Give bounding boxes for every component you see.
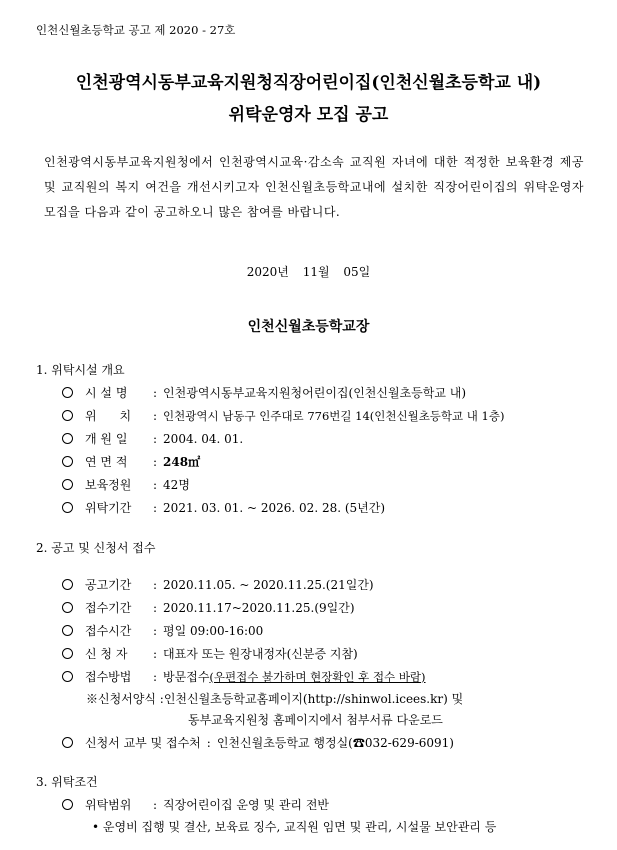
item-label: 위탁기간 (85, 501, 132, 515)
list-item (62, 599, 355, 616)
colon-separator: : (153, 600, 158, 615)
item-value: 인천광역시 남동구 인주대로 776번길 14(인천신월초등학교 내 1층) (163, 408, 505, 423)
colon-separator: : (153, 431, 158, 446)
colon-separator: : (153, 623, 158, 638)
list-item (62, 645, 358, 662)
colon-separator: : (153, 477, 158, 492)
colon-separator: : (153, 408, 158, 423)
item-label: 접수기간 (85, 601, 132, 615)
list-item (62, 407, 504, 424)
item-label: 접수시간 (85, 624, 132, 638)
section-2-heading: 2. 공고 및 신청서 접수 (36, 541, 156, 555)
item-value: 2021. 03. 01. ~ 2026. 02. 28. (5년간) (163, 501, 386, 515)
item-value: 인천광역시동부교육지원청어린이집(인천신월초등학교 내) (163, 386, 467, 400)
section-3-heading: 3. 위탁조건 (36, 775, 98, 789)
colon-separator: : (153, 669, 158, 684)
item-label: 시 설 명 (85, 386, 128, 400)
list-item (62, 622, 263, 639)
circle-bullet-icon (62, 625, 73, 636)
item-label: 신청서 교부 및 접수처 (85, 736, 201, 750)
item-label: 공고기간 (85, 578, 132, 592)
list-item (62, 384, 466, 401)
intro-paragraph: 인천광역시동부교육지원청에서 인천광역시교육·감소속 교직원 자녀에 대한 적정한 보육환경 제공 및 교직원의 복지 여건을 개선시키고자 인천신월초등학교내에 설치한 직장어린이집의 위탁운영자 모집을 다음과 같이 공고하오니 많은 참여를 바랍니다. (44, 155, 584, 219)
list-item (62, 796, 329, 813)
title-line-2: 위탁운영자 모집 공고 (228, 105, 389, 125)
item-value: 248㎡ (163, 455, 201, 469)
circle-bullet-icon (62, 648, 73, 659)
circle-bullet-icon (62, 671, 73, 682)
title-line-1: 인천광역시동부교육지원청직장어린이집(인천신월초등학교 내) (75, 73, 542, 93)
circle-bullet-icon (62, 433, 73, 444)
colon-separator: : (153, 646, 158, 661)
item-value: 2020.11.05. ~ 2020.11.25.(21일간) (163, 578, 374, 592)
application-form-note-cont: 동부교육지원청 홈페이지에서 첨부서류 다운로드 (188, 713, 443, 727)
item-value-underlined: (우편접수 불가하며 현장확인 후 접수 바람) (209, 669, 426, 684)
application-form-note: ※신청서양식 :인천신월초등학교홈페이지(http://shinwol.icees.kr) 및 (86, 692, 464, 706)
item-label: 연 면 적 (85, 455, 128, 469)
colon-separator: : (153, 454, 158, 469)
colon-separator: : (206, 735, 211, 750)
item-value: 42명 (163, 478, 190, 492)
circle-bullet-icon (62, 579, 73, 590)
item-value: 2020.11.17~2020.11.25.(9일간) (163, 601, 355, 615)
list-item (62, 453, 200, 470)
list-item (62, 430, 243, 447)
item-value: 인천신월초등학교 행정실(☎032-629-6091) (216, 736, 454, 750)
sub-item: • 운영비 집행 및 결산, 보육료 징수, 교직원 임면 및 관리, 시설물 보안관리 등 (92, 820, 497, 834)
list-item (62, 734, 454, 751)
list-item (62, 476, 190, 493)
item-value: 직장어린이집 운영 및 관리 전반 (163, 798, 330, 812)
circle-bullet-icon (62, 479, 73, 490)
item-label: 접수방법 (85, 670, 132, 684)
item-value-plain: 방문접수 (163, 670, 210, 684)
circle-bullet-icon (62, 502, 73, 513)
item-label: 위탁범위 (85, 798, 132, 812)
issuer-principal: 인천신월초등학교장 (247, 319, 370, 335)
item-label: 위 치 (85, 409, 132, 423)
circle-bullet-icon (62, 602, 73, 613)
list-item (62, 576, 374, 593)
section-1-heading: 1. 위탁시설 개요 (36, 363, 125, 377)
circle-bullet-icon (62, 799, 73, 810)
circle-bullet-icon (62, 456, 73, 467)
item-value: 2004. 04. 01. (163, 431, 244, 446)
notice-number: 인천신월초등학교 공고 제 2020 - 27호 (36, 23, 236, 37)
colon-separator: : (153, 500, 158, 515)
item-value: 평일 09:00-16:00 (163, 624, 264, 638)
colon-separator: : (153, 385, 158, 400)
notice-date: 2020년 11월 05일 (246, 265, 371, 279)
item-label: 개 원 일 (85, 432, 128, 446)
item-label: 신 청 자 (85, 647, 128, 661)
list-item (62, 668, 426, 685)
circle-bullet-icon (62, 387, 73, 398)
colon-separator: : (153, 797, 158, 812)
item-label: 보육정원 (85, 478, 132, 492)
list-item (62, 499, 385, 516)
item-value: 대표자 또는 원장내정자(신분증 지참) (163, 647, 358, 661)
circle-bullet-icon (62, 737, 73, 748)
circle-bullet-icon (62, 410, 73, 421)
colon-separator: : (153, 577, 158, 592)
